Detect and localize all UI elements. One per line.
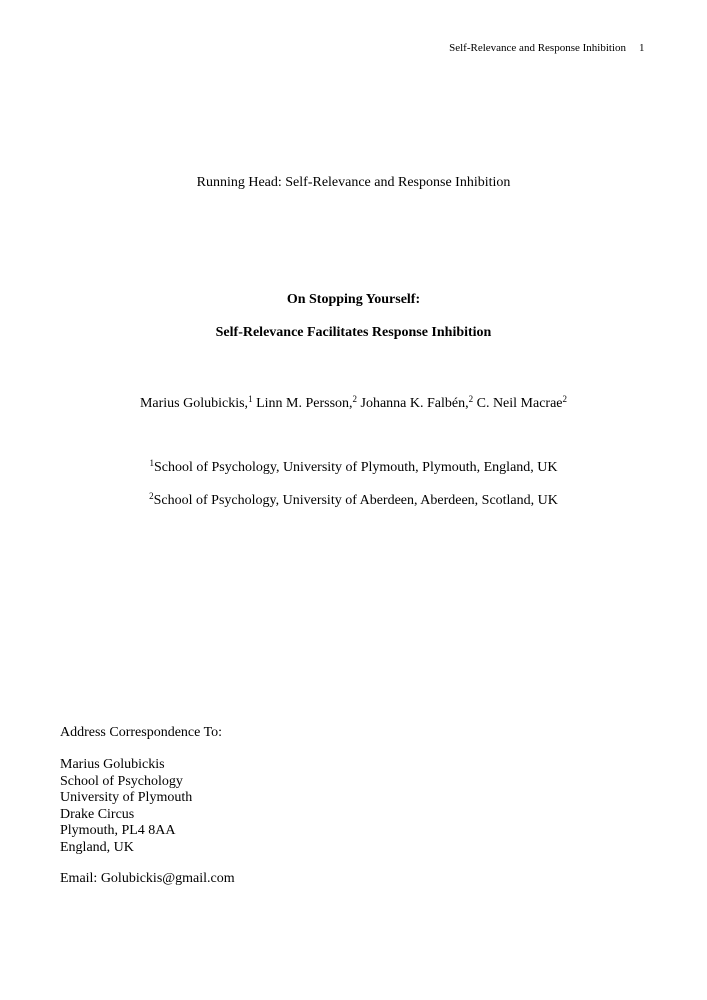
paper-title-line-2: Self-Relevance Facilitates Response Inhibition <box>215 325 492 340</box>
author-affiliation-mark: 2 <box>468 394 474 404</box>
paper-title-line-1: On Stopping Yourself: <box>286 292 421 307</box>
page-number: 1 <box>639 42 645 54</box>
author-affiliation-mark: 1 <box>248 394 253 404</box>
author-name: C. Neil Macrae <box>476 396 563 411</box>
author-affiliation-mark: 2 <box>562 394 568 404</box>
author-name: Linn M. Persson, <box>256 396 353 411</box>
affiliation-text: School of Psychology, University of Aberdeen, Aberdeen, Scotland, UK <box>153 493 558 508</box>
author-name: Marius Golubickis, <box>139 396 249 411</box>
affiliation-mark: 1 <box>149 458 154 468</box>
affiliation-text: School of Psychology, University of Plymouth, Plymouth, England, UK <box>153 460 558 475</box>
running-head: Running Head: Self-Relevance and Response Inhibition <box>196 175 511 190</box>
address-line: Plymouth, PL4 8AA <box>60 823 176 838</box>
address-line: Marius Golubickis <box>60 757 165 772</box>
correspondence-address <box>60 757 192 856</box>
author-name: Johanna K. Falbén, <box>360 396 469 411</box>
affiliation-mark: 2 <box>149 491 154 501</box>
address-line: Drake Circus <box>60 806 135 822</box>
address-line: England, UK <box>60 839 134 855</box>
correspondence-label: Address Correspondence To: <box>60 725 223 740</box>
page-header-title: Self-Relevance and Response Inhibition <box>449 42 626 54</box>
address-line: School of Psychology <box>60 773 183 789</box>
author-list <box>0 396 707 412</box>
affiliation-2 <box>0 493 707 509</box>
author-affiliation-mark: 2 <box>352 394 358 404</box>
address-line: University of Plymouth <box>60 790 193 805</box>
correspondence-email: Email: Golubickis@gmail.com <box>60 871 235 886</box>
affiliation-1 <box>0 460 707 476</box>
